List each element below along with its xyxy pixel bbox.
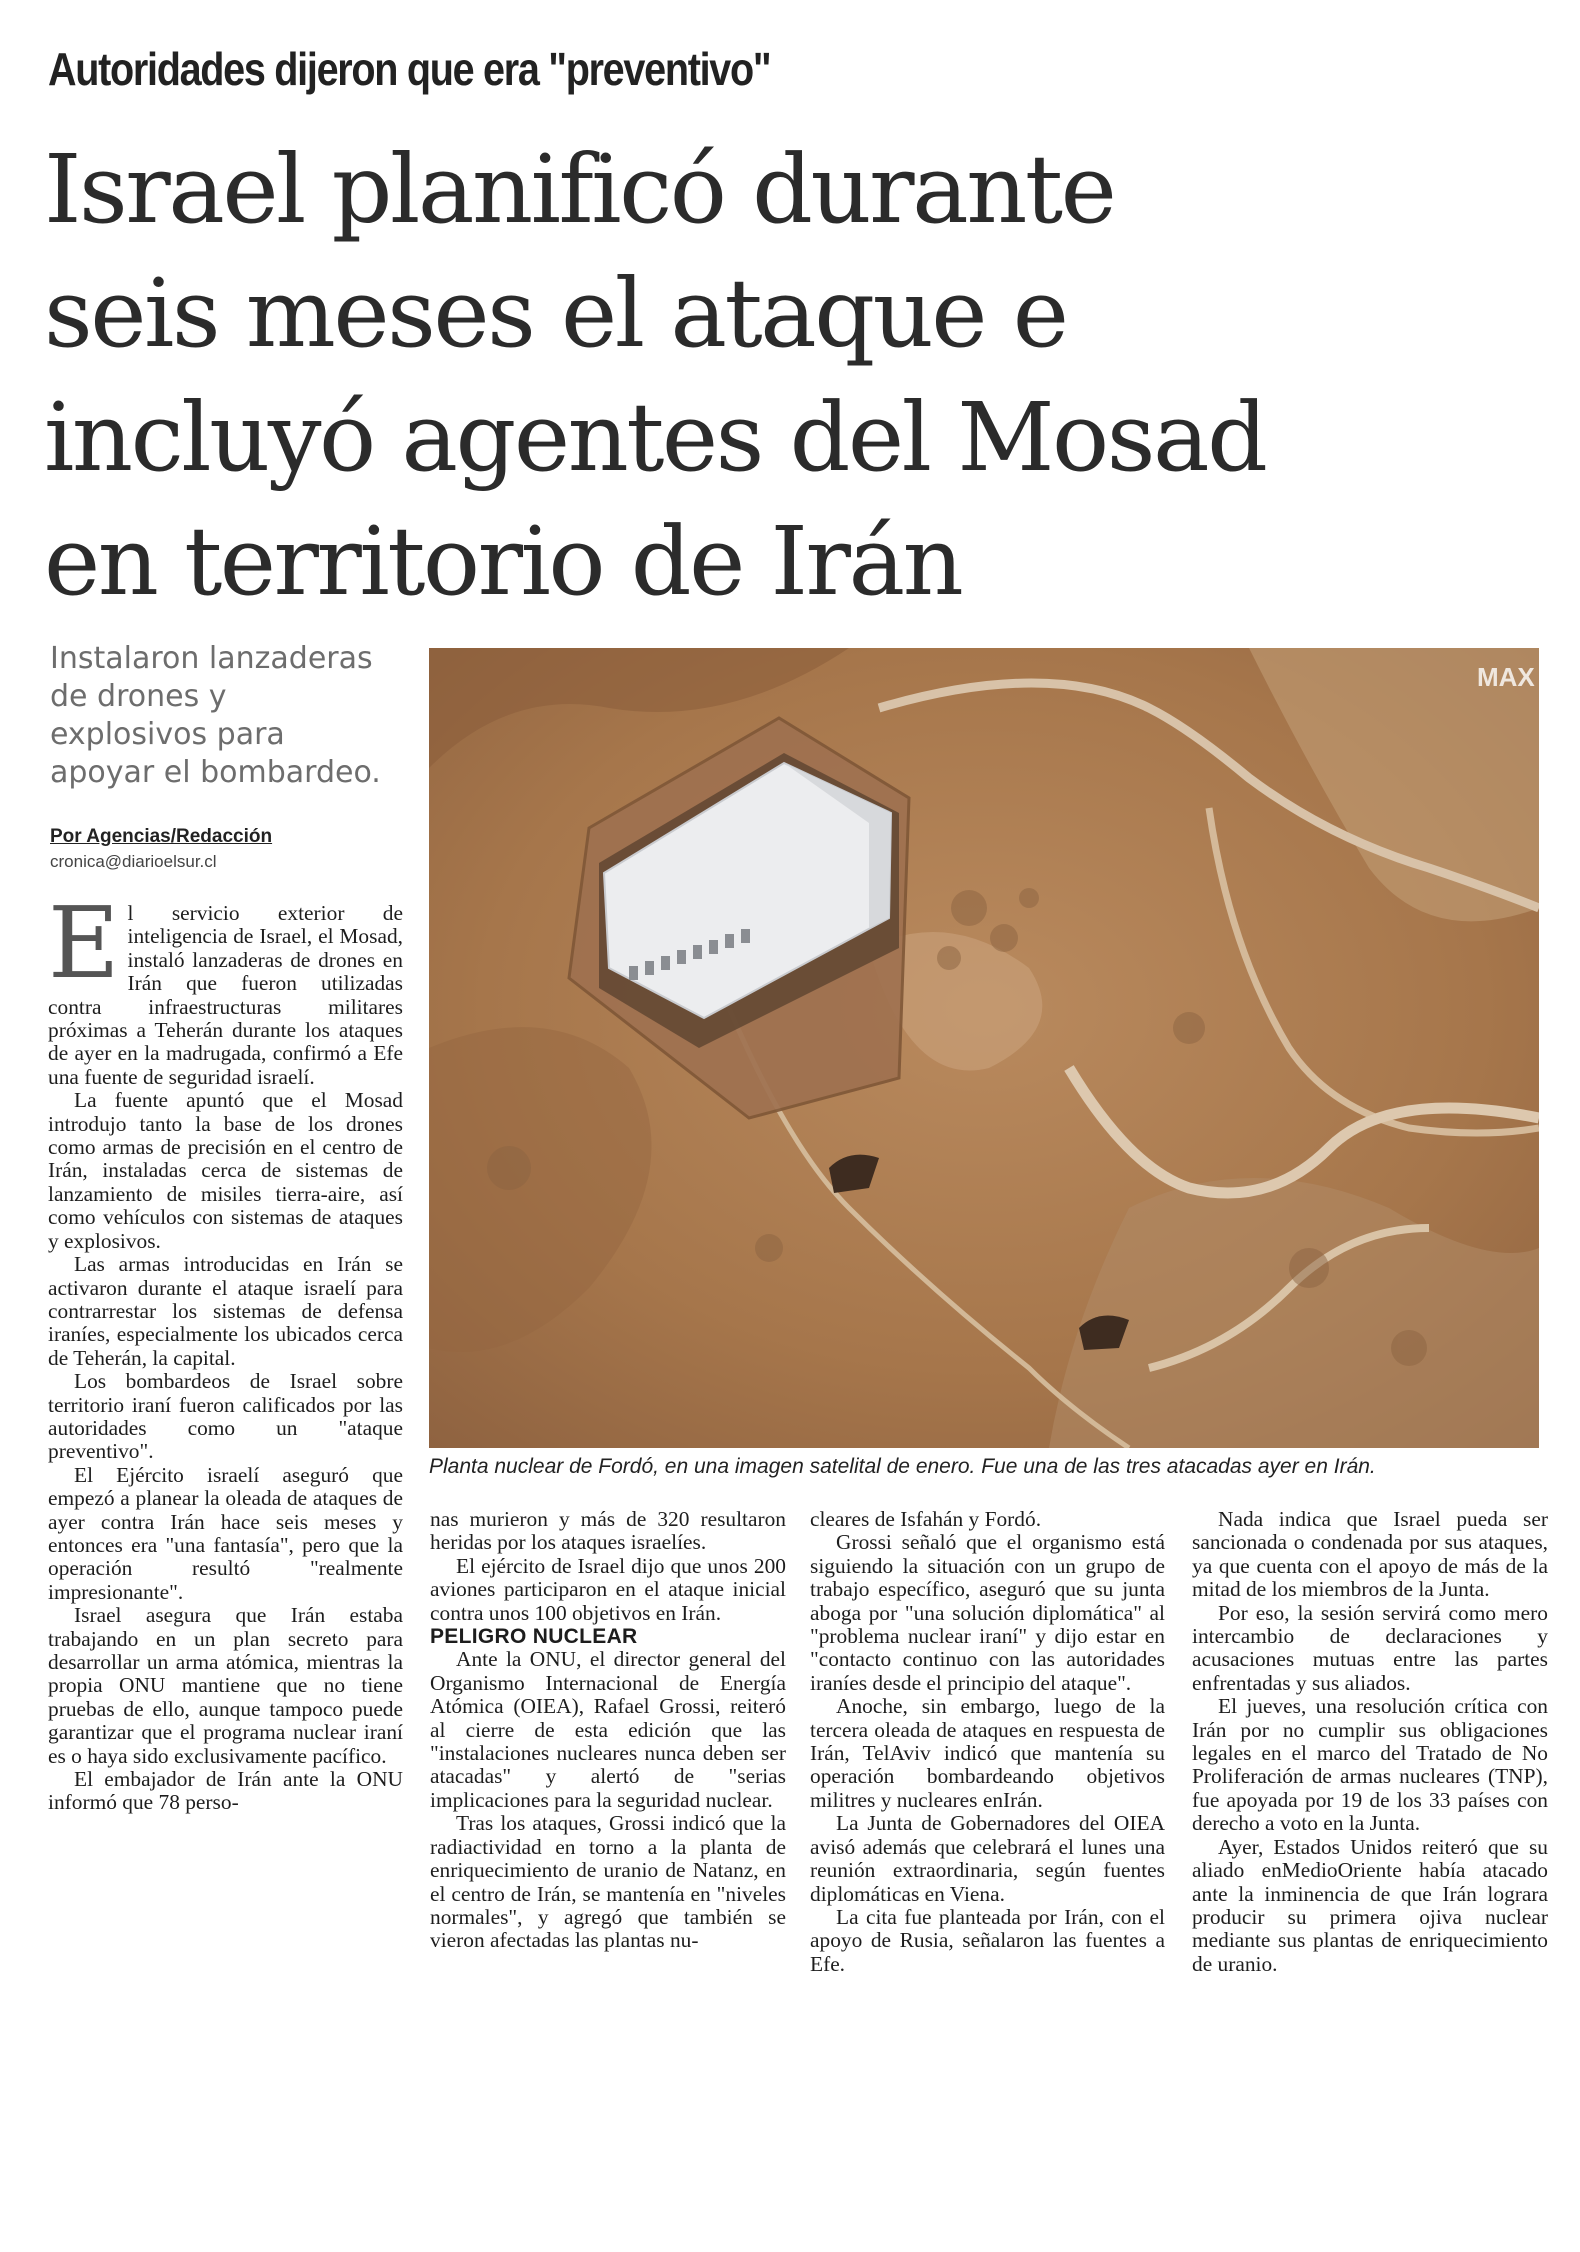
body-column-1 bbox=[48, 887, 403, 1815]
satellite-photo bbox=[429, 648, 1539, 1448]
lead-paragraph bbox=[48, 887, 403, 1089]
paragraph: La fuente apuntó que el Mosad introdujo tanto la base de los drones como armas de precisión en el centro de Irán, instaladas cerca de sistemas de lanzamiento de misiles tierra-aire, así como vehículos con sistemas de ataques y explosivos. bbox=[48, 1088, 403, 1253]
subhead-line: de drones y bbox=[50, 679, 227, 714]
body-column-2 bbox=[430, 1508, 786, 1953]
byline-author: Por Agencias/Redacción bbox=[50, 826, 273, 847]
article-headline bbox=[44, 128, 1524, 624]
paragraph: Los bombardeos de Israel sobre territorio iraní fueron calificados por las autoridades como un "ataque preventivo". bbox=[48, 1369, 403, 1464]
paragraph: Nada indica que Israel pueda ser sancionada o condenada por sus ataques, ya que cuenta con el apoyo de más de la mitad de los miembros de la Junta. bbox=[1192, 1507, 1548, 1602]
paragraph: Anoche, sin embargo, luego de la tercera oleada de ataques en respuesta de Irán, TelAviv indicó que mantenía su operación bombardeando objetivos militres y nucleares enIrán. bbox=[810, 1694, 1165, 1812]
headline-line: incluyó agentes del Mosad bbox=[44, 383, 1266, 493]
paragraph: Ayer, Estados Unidos reiteró que su aliado enMedioOriente había atacado ante la inminencia de que Irán lograra producir su primera ojiva nuclear mediante sus plantas de enriquecimiento de uranio. bbox=[1192, 1834, 1548, 1976]
paragraph: Por eso, la sesión servirá como mero intercambio de declaraciones y acusaciones mutuas entre las partes enfrentadas y sus aliados. bbox=[1192, 1600, 1548, 1695]
paragraph: El ejército de Israel dijo que unos 200 aviones participaron en el ataque inicial contra unos 100 objetivos en Irán. bbox=[430, 1553, 786, 1625]
paragraph: La cita fue planteada por Irán, con el apoyo de Rusia, señalaron las fuentes a Efe. bbox=[810, 1904, 1165, 1976]
headline-line: en territorio de Irán bbox=[44, 507, 962, 617]
paragraph: El embajador de Irán ante la ONU informó que 78 perso- bbox=[48, 1767, 403, 1815]
paragraph: Las armas introducidas en Irán se activaron durante el ataque israelí para contrarrestar los sistemas de defensa iraníes, especialmente los ubicados cerca de Teherán, la capital. bbox=[48, 1252, 403, 1370]
paragraph-text: l servicio exterior de inteligencia de Israel, el Mosad, instaló lanzaderas de drones en Irán que fueron utilizadas contra infraestructuras militares próximas a Teherán durante los ataques de ayer en la madrugada, confirmó a Efe una fuente de seguridad israelí. bbox=[48, 901, 403, 1089]
subhead-line: Instalaron lanzaderas bbox=[50, 641, 373, 676]
byline-email: cronica@diarioelsur.cl bbox=[50, 852, 217, 871]
dropcap-letter: E bbox=[48, 887, 120, 1001]
byline bbox=[50, 826, 420, 872]
headline-line: seis meses el ataque e bbox=[44, 259, 1067, 369]
paragraph-continued: nas murieron y más de 320 resultaron heridas por los ataques israelíes. bbox=[430, 1507, 786, 1555]
paragraph: El Ejército israelí aseguró que empezó a planear la oleada de ataques de ayer contra Irán hace seis meses y entonces era "una fantasía", pero que la operación resultó "realmente impresionante". bbox=[48, 1462, 403, 1604]
article-kicker: Autoridades dijeron que era "preventivo" bbox=[48, 43, 771, 95]
paragraph: Grossi señaló que el organismo está siguiendo la situación con un grupo de trabajo específico, aseguró que su junta aboga por "una solución diplomática" al "problema nuclear iraní" y dijo estar en "contacto continuo con las autoridades iraníes desde el principio del ataque". bbox=[810, 1530, 1165, 1695]
paragraph: Tras los ataques, Grossi indicó que la radiactividad en torno a la planta de enriquecimiento de uranio de Natanz, en el centro de Irán, se mantenía en "niveles normales", y agregó que también se vieron afectadas las plantas nu- bbox=[430, 1811, 786, 1953]
headline-line: Israel planificó durante bbox=[44, 135, 1115, 245]
body-column-3 bbox=[810, 1508, 1165, 1976]
paragraph: Ante la ONU, el director general del Organismo Internacional de Energía Atómica (OIEA), Rafael Grossi, reiteró al cierre de esta edición que las "instalaciones nucleares nunca deben ser atacadas" y alertó de "serias implicaciones para la seguridad nuclear. bbox=[430, 1647, 786, 1812]
paragraph-continued: cleares de Isfahán y Fordó. bbox=[810, 1507, 1042, 1531]
photo-watermark: MAX bbox=[1477, 662, 1535, 692]
paragraph: El jueves, una resolución crítica con Irán por no cumplir sus obligaciones legales en el marco del Tratado de No Proliferación de armas nucleares (TNP), fue apoyada por 19 de los 33 países con derecho a voto en la Junta. bbox=[1192, 1694, 1548, 1836]
section-heading: PELIGRO NUCLEAR bbox=[430, 1625, 638, 1649]
photo-caption: Planta nuclear de Fordó, en una imagen satelital de enero. Fue una de las tres atacadas ayer en Irán. bbox=[429, 1455, 1376, 1478]
paragraph: Israel asegura que Irán estaba trabajando en un plan secreto para desarrollar un arma atómica, mientras la propia ONU mantiene que no tiene pruebas de ello, aunque tampoco puede garantizar que el programa nuclear iraní es o haya sido exclusivamente pacífico. bbox=[48, 1603, 403, 1768]
subhead-line: explosivos para bbox=[50, 717, 285, 752]
article-subhead bbox=[50, 640, 410, 792]
body-column-4 bbox=[1192, 1508, 1548, 1976]
paragraph: La Junta de Gobernadores del OIEA avisó además que celebrará el lunes una reunión extraordinaria, según fuentes diplomáticas en Viena. bbox=[810, 1811, 1165, 1906]
subhead-line: apoyar el bombardeo. bbox=[50, 755, 381, 790]
